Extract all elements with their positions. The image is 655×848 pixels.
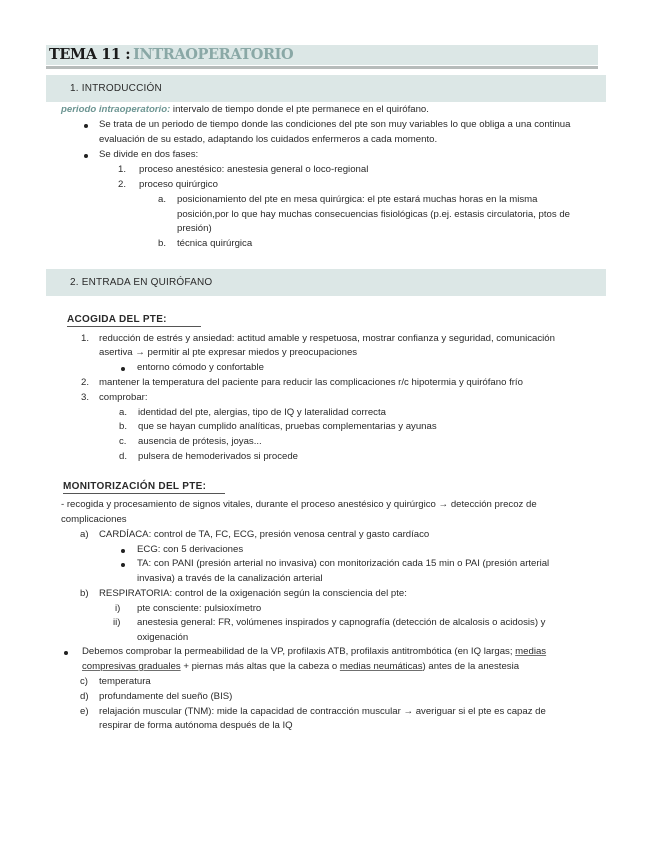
list-marker: 1. bbox=[118, 164, 127, 175]
list-marker: c) bbox=[80, 676, 88, 687]
list-marker: a) bbox=[80, 529, 89, 540]
list-marker: 1. bbox=[81, 333, 90, 344]
list-item-cont: evaluación de su estado, adaptando los cuidados enfermeros a cada momento. bbox=[99, 134, 438, 145]
list-item: que se hayan cumplido analíticas, pruebas complementarias y ayunas bbox=[138, 421, 437, 432]
list-item-cont: asertiva → permitir al pte expresar miedos y preocupaciones bbox=[99, 347, 358, 358]
bullet-icon bbox=[121, 549, 125, 553]
list-item: RESPIRATORIA: control de la oxigenación según la consciencia del pte: bbox=[99, 588, 407, 599]
list-item: pte consciente: pulsioxímetro bbox=[137, 603, 262, 614]
list-item: temperatura bbox=[99, 676, 151, 687]
list-marker: 2. bbox=[118, 179, 127, 190]
list-item: mantener la temperatura del paciente para reducir las complicaciones r/c hipotermia y quirófano frío bbox=[99, 377, 523, 388]
list-item: Se trata de un periodo de tiempo donde las condiciones del pte son muy variables lo que obliga a una continua bbox=[99, 119, 571, 130]
list-item-cont: respirar de forma autónoma después de la IQ bbox=[99, 720, 293, 731]
list-item: proceso quirúrgico bbox=[139, 179, 218, 190]
list-item-cont: oxigenación bbox=[137, 632, 189, 643]
paragraph-line: complicaciones bbox=[61, 514, 127, 525]
page-title-name: INTRAOPERATORIO bbox=[133, 46, 294, 63]
list-item: CARDÍACA: control de TA, FC, ECG, presión venosa central y gasto cardíaco bbox=[99, 529, 430, 540]
list-marker: b. bbox=[158, 238, 167, 249]
title-underline bbox=[46, 66, 598, 69]
list-item: TA: con PANI (presión arterial no invasiva) con monitorización cada 15 min o PAI (presión arterial bbox=[137, 558, 550, 569]
list-marker: c. bbox=[119, 436, 127, 447]
bullet-icon bbox=[84, 124, 88, 128]
section-heading-entrada: 2. ENTRADA EN QUIRÓFANO bbox=[46, 269, 606, 296]
list-item: Se divide en dos fases: bbox=[99, 149, 199, 160]
list-marker: a. bbox=[119, 407, 128, 418]
term: periodo intraoperatorio: bbox=[61, 104, 171, 115]
list-marker: b. bbox=[119, 421, 128, 432]
list-marker: e) bbox=[80, 706, 89, 717]
list-item: entorno cómodo y confortable bbox=[137, 362, 264, 373]
bullet-icon bbox=[64, 651, 68, 655]
list-marker: 2. bbox=[81, 377, 90, 388]
list-item: Debemos comprobar la permeabilidad de la VP, profilaxis ATB, profilaxis antitrombótica (en IQ largas; medias bbox=[82, 646, 547, 657]
list-marker: 3. bbox=[81, 392, 90, 403]
list-item: ausencia de prótesis, joyas... bbox=[138, 436, 262, 447]
list-marker: d) bbox=[80, 691, 89, 702]
definition: intervalo de tiempo donde el pte permanece en el quirófano. bbox=[170, 104, 429, 115]
bullet-icon bbox=[84, 154, 88, 158]
list-item: posicionamiento del pte en mesa quirúrgica: el pte estará muchas horas en la misma bbox=[177, 194, 538, 205]
list-marker: d. bbox=[119, 451, 128, 462]
list-item: anestesia general: FR, volúmenes inspirados y capnografía (detección de alcalosis o acidosis) y bbox=[137, 617, 546, 628]
definition-line bbox=[61, 104, 429, 115]
list-item: comprobar: bbox=[99, 392, 148, 403]
subheading-acogida: ACOGIDA DEL PTE: bbox=[67, 314, 201, 327]
list-item-cont: compresivas graduales + piernas más altas que la cabeza o medias neumáticas) antes de la anestesia bbox=[82, 661, 520, 672]
underlined-term: compresivas graduales bbox=[82, 661, 181, 672]
list-item: pulsera de hemoderivados si procede bbox=[138, 451, 298, 462]
underlined-term: medias neumáticas bbox=[339, 661, 423, 672]
list-item-cont: presión) bbox=[177, 223, 212, 234]
page-title bbox=[49, 46, 293, 63]
underlined-term: medias bbox=[515, 646, 547, 657]
list-item: ECG: con 5 derivaciones bbox=[137, 544, 244, 555]
list-item-cont: posición,por lo que hay muchas consecuencias fisiológicas (p.ej. estasis circulatoria, ptos de bbox=[177, 209, 571, 220]
bullet-icon bbox=[121, 563, 125, 567]
subheading-monitorizacion: MONITORIZACIÓN DEL PTE: bbox=[63, 481, 225, 494]
list-item: técnica quirúrgica bbox=[177, 238, 253, 249]
list-item: relajación muscular (TNM): mide la capacidad de contracción muscular → averiguar si el pte es capaz de bbox=[99, 706, 546, 717]
list-marker: i) bbox=[115, 603, 121, 614]
list-marker: a. bbox=[158, 194, 167, 205]
list-item-cont: invasiva) a través de la canalización arterial bbox=[137, 573, 323, 584]
section-heading-introduccion: 1. INTRODUCCIÓN bbox=[46, 75, 606, 102]
page-title-number: TEMA 11 : bbox=[49, 46, 131, 63]
list-item: identidad del pte, alergias, tipo de IQ y lateralidad correcta bbox=[138, 407, 386, 418]
paragraph-line: - recogida y procesamiento de signos vitales, durante el proceso anestésico y quirúrgico → detección precoz de bbox=[61, 499, 537, 510]
page-title-block bbox=[46, 45, 598, 70]
list-item: profundamente del sueño (BIS) bbox=[99, 691, 233, 702]
list-item: proceso anestésico: anestesia general o loco-regional bbox=[139, 164, 369, 175]
bullet-icon bbox=[121, 367, 125, 371]
list-item: reducción de estrés y ansiedad: actitud amable y respetuosa, mostrar confianza y seguridad, comunicación bbox=[99, 333, 555, 344]
list-marker: ii) bbox=[113, 617, 121, 628]
list-marker: b) bbox=[80, 588, 89, 599]
